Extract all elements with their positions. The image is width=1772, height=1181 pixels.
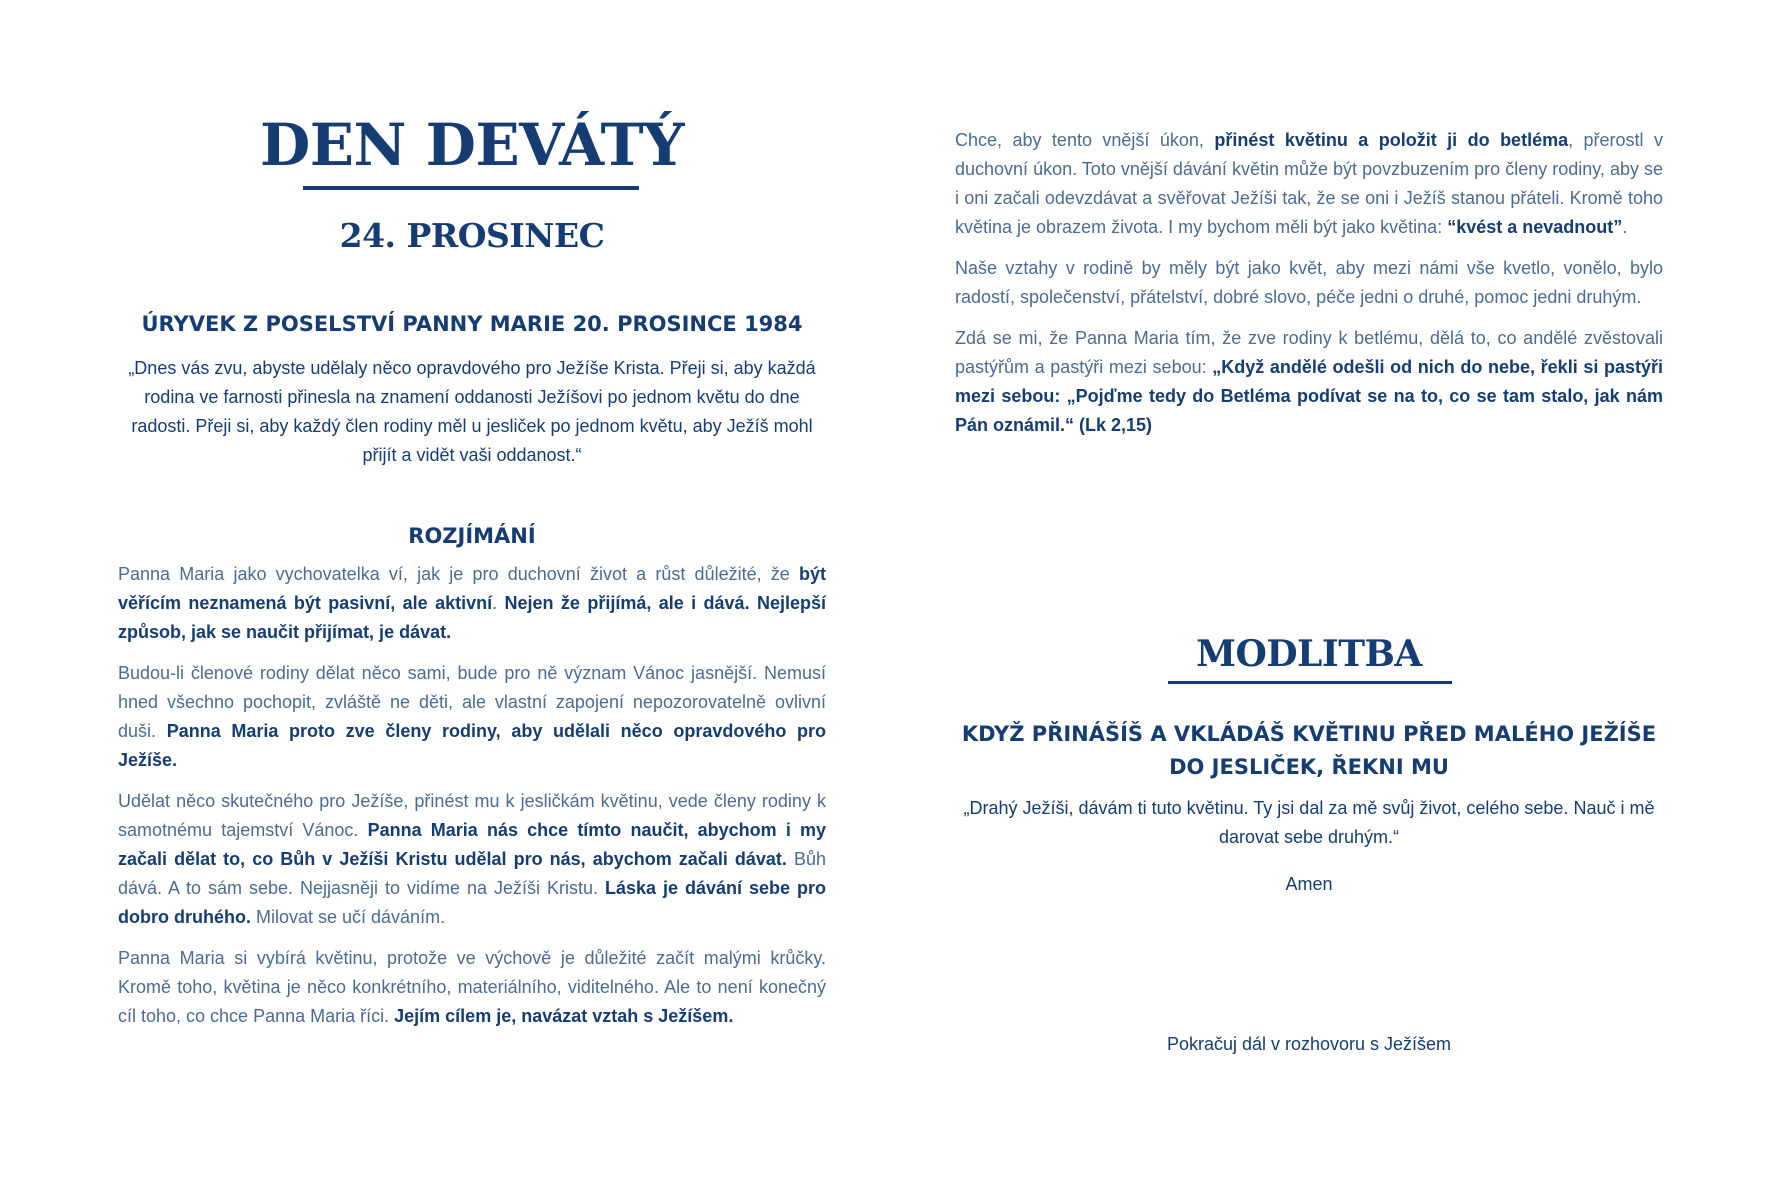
meditation-paragraph-4 — [118, 944, 826, 1031]
emphasis-run: Láska je dávání sebe pro dobro druhého. — [118, 878, 826, 927]
excerpt-quote: „Dnes vás zvu, abyste udělaly něco opravdového pro Ježíše Krista. Přeji si, aby každá rodina ve farnosti přinesla na znamení oddanosti Ježíšovi po jednom květu do dne radosti. Přeji si, aby každý člen rodiny měl u jesliček po jednom květu, aby Ježíš mohl přijít a vidět vaši oddanost.“ — [128, 358, 816, 465]
meditation-text — [118, 560, 826, 1043]
text-run: , přerostl v duchovní úkon. Toto vnější dávání květin může být povzbuzením pro členy rodiny, aby se i oni začali odevzdávat a svěřovat Ježíši tak, že se oni i Ježíš stanou přáteli. Kromě toho květina je obrazem života. I my bychom měli být jako květina: — [955, 130, 1664, 237]
continue-note: Pokračuj dál v rozhovoru s Ježíšem — [1166, 1034, 1452, 1054]
prayer-heading — [955, 718, 1663, 784]
text-run: Budou-li členové rodiny dělat něco sami, bude pro ně význam Vánoc jasnější. Nemusí hned všechno pochopit, zvláště ne děti, ale vlastní zapojení nepozorovatelně ovlivní duši. — [118, 663, 826, 741]
title-underline — [303, 186, 639, 190]
text-run: Milovat se učí dáváním. — [250, 907, 446, 927]
meditation-paragraph-1 — [118, 560, 826, 647]
emphasis-run: Nejen že přijímá, ale i dává. Nejlepší způsob, jak se naučit přijímat, je dávat. — [118, 593, 826, 642]
excerpt-heading: ÚRYVEK Z POSELSTVÍ PANNY MARIE 20. PROSINCE 1984 — [141, 312, 803, 336]
prayer-title: MODLITBA — [1196, 633, 1422, 675]
emphasis-run: „Když andělé odešli od nich do nebe, řekli si pastýři mezi sebou: „Pojďme tedy do Betléma podívat se na to, co se tam stalo, jak nám Pán oznámil.“ (Lk 2,15) — [955, 357, 1663, 435]
date-heading: 24. PROSINEC — [339, 216, 605, 255]
emphasis-run: “kvést a nevadnout” — [1447, 217, 1623, 237]
meditation-heading: ROZJÍMÁNÍ — [408, 524, 536, 548]
emphasis-run: Jejím cílem je, navázat vztah s Ježíšem. — [394, 1006, 734, 1026]
text-run: Panna Maria si vybírá květinu, protože ve výchově je důležité začít malými krůčky. Kromě toho, květina je něco konkrétního, materiálního, viditelného. Ale to není konečný cíl toho, co chce Panna Maria říci. — [118, 948, 826, 1026]
text-run: Zdá se mi, že Panna Maria tím, že zve rodiny k betlému, dělá to, co andělé zvěstovali pastýřům a pastýři mezi sebou: — [955, 328, 1663, 377]
right-paragraph-3 — [955, 324, 1663, 440]
text-run: Udělat něco skutečného pro Ježíše, přinést mu k jesličkám květinu, vede členy rodiny k samotnému tajemství Vánoc. — [118, 791, 826, 840]
page-title: DEN DEVÁTÝ — [259, 111, 685, 179]
meditation-continued — [955, 126, 1663, 452]
emphasis-run: Panna Maria proto zve členy rodiny, aby udělali něco opravdového pro Ježíše. — [118, 721, 826, 770]
prayer-heading-line-2: DO JESLIČEK, ŘEKNI MU — [1169, 755, 1449, 779]
prayer-title-underline — [1168, 681, 1452, 684]
prayer-heading-line-1: KDYŽ PŘINÁŠÍŠ A VKLÁDÁŠ KVĚTINU PŘED MALÉHO JEŽÍŠE — [961, 722, 1657, 746]
meditation-paragraph-3 — [118, 787, 826, 932]
right-paragraph-1 — [955, 126, 1663, 242]
emphasis-run: Panna Maria nás chce tímto naučit, abychom i my začali dělat to, co Bůh v Ježíši Kristu udělal pro nás, abychom začali dávat. — [118, 820, 826, 869]
right-paragraph-2: Naše vztahy v rodině by měly být jako květ, aby mezi námi vše kvetlo, vonělo, bylo radostí, společenství, přátelství, dobré slovo, péče jedni o druhé, pomoc jedni druhým. — [955, 258, 1663, 307]
text-run: Bůh dává. A to sám sebe. Nejjasněji to vidíme na Ježíši Kristu. — [118, 849, 827, 898]
text-run: Panna Maria jako vychovatelka ví, jak je pro duchovní život a růst důležité, že — [118, 564, 799, 584]
text-run: Chce, aby tento vnější úkon, — [955, 130, 1215, 150]
meditation-paragraph-2 — [118, 659, 826, 775]
text-run: . — [492, 593, 505, 613]
text-run: . — [1622, 217, 1628, 237]
emphasis-run: přinést květinu a položit ji do betléma — [1214, 130, 1569, 150]
amen-text: Amen — [1285, 874, 1333, 894]
prayer-quote: „Drahý Ježíši, dávám ti tuto květinu. Ty jsi dal za mě svůj život, celého sebe. Nauč i mě darovat sebe druhým.“ — [963, 798, 1655, 847]
emphasis-run: být věřícím neznamená být pasivní, ale aktivní — [118, 564, 826, 613]
